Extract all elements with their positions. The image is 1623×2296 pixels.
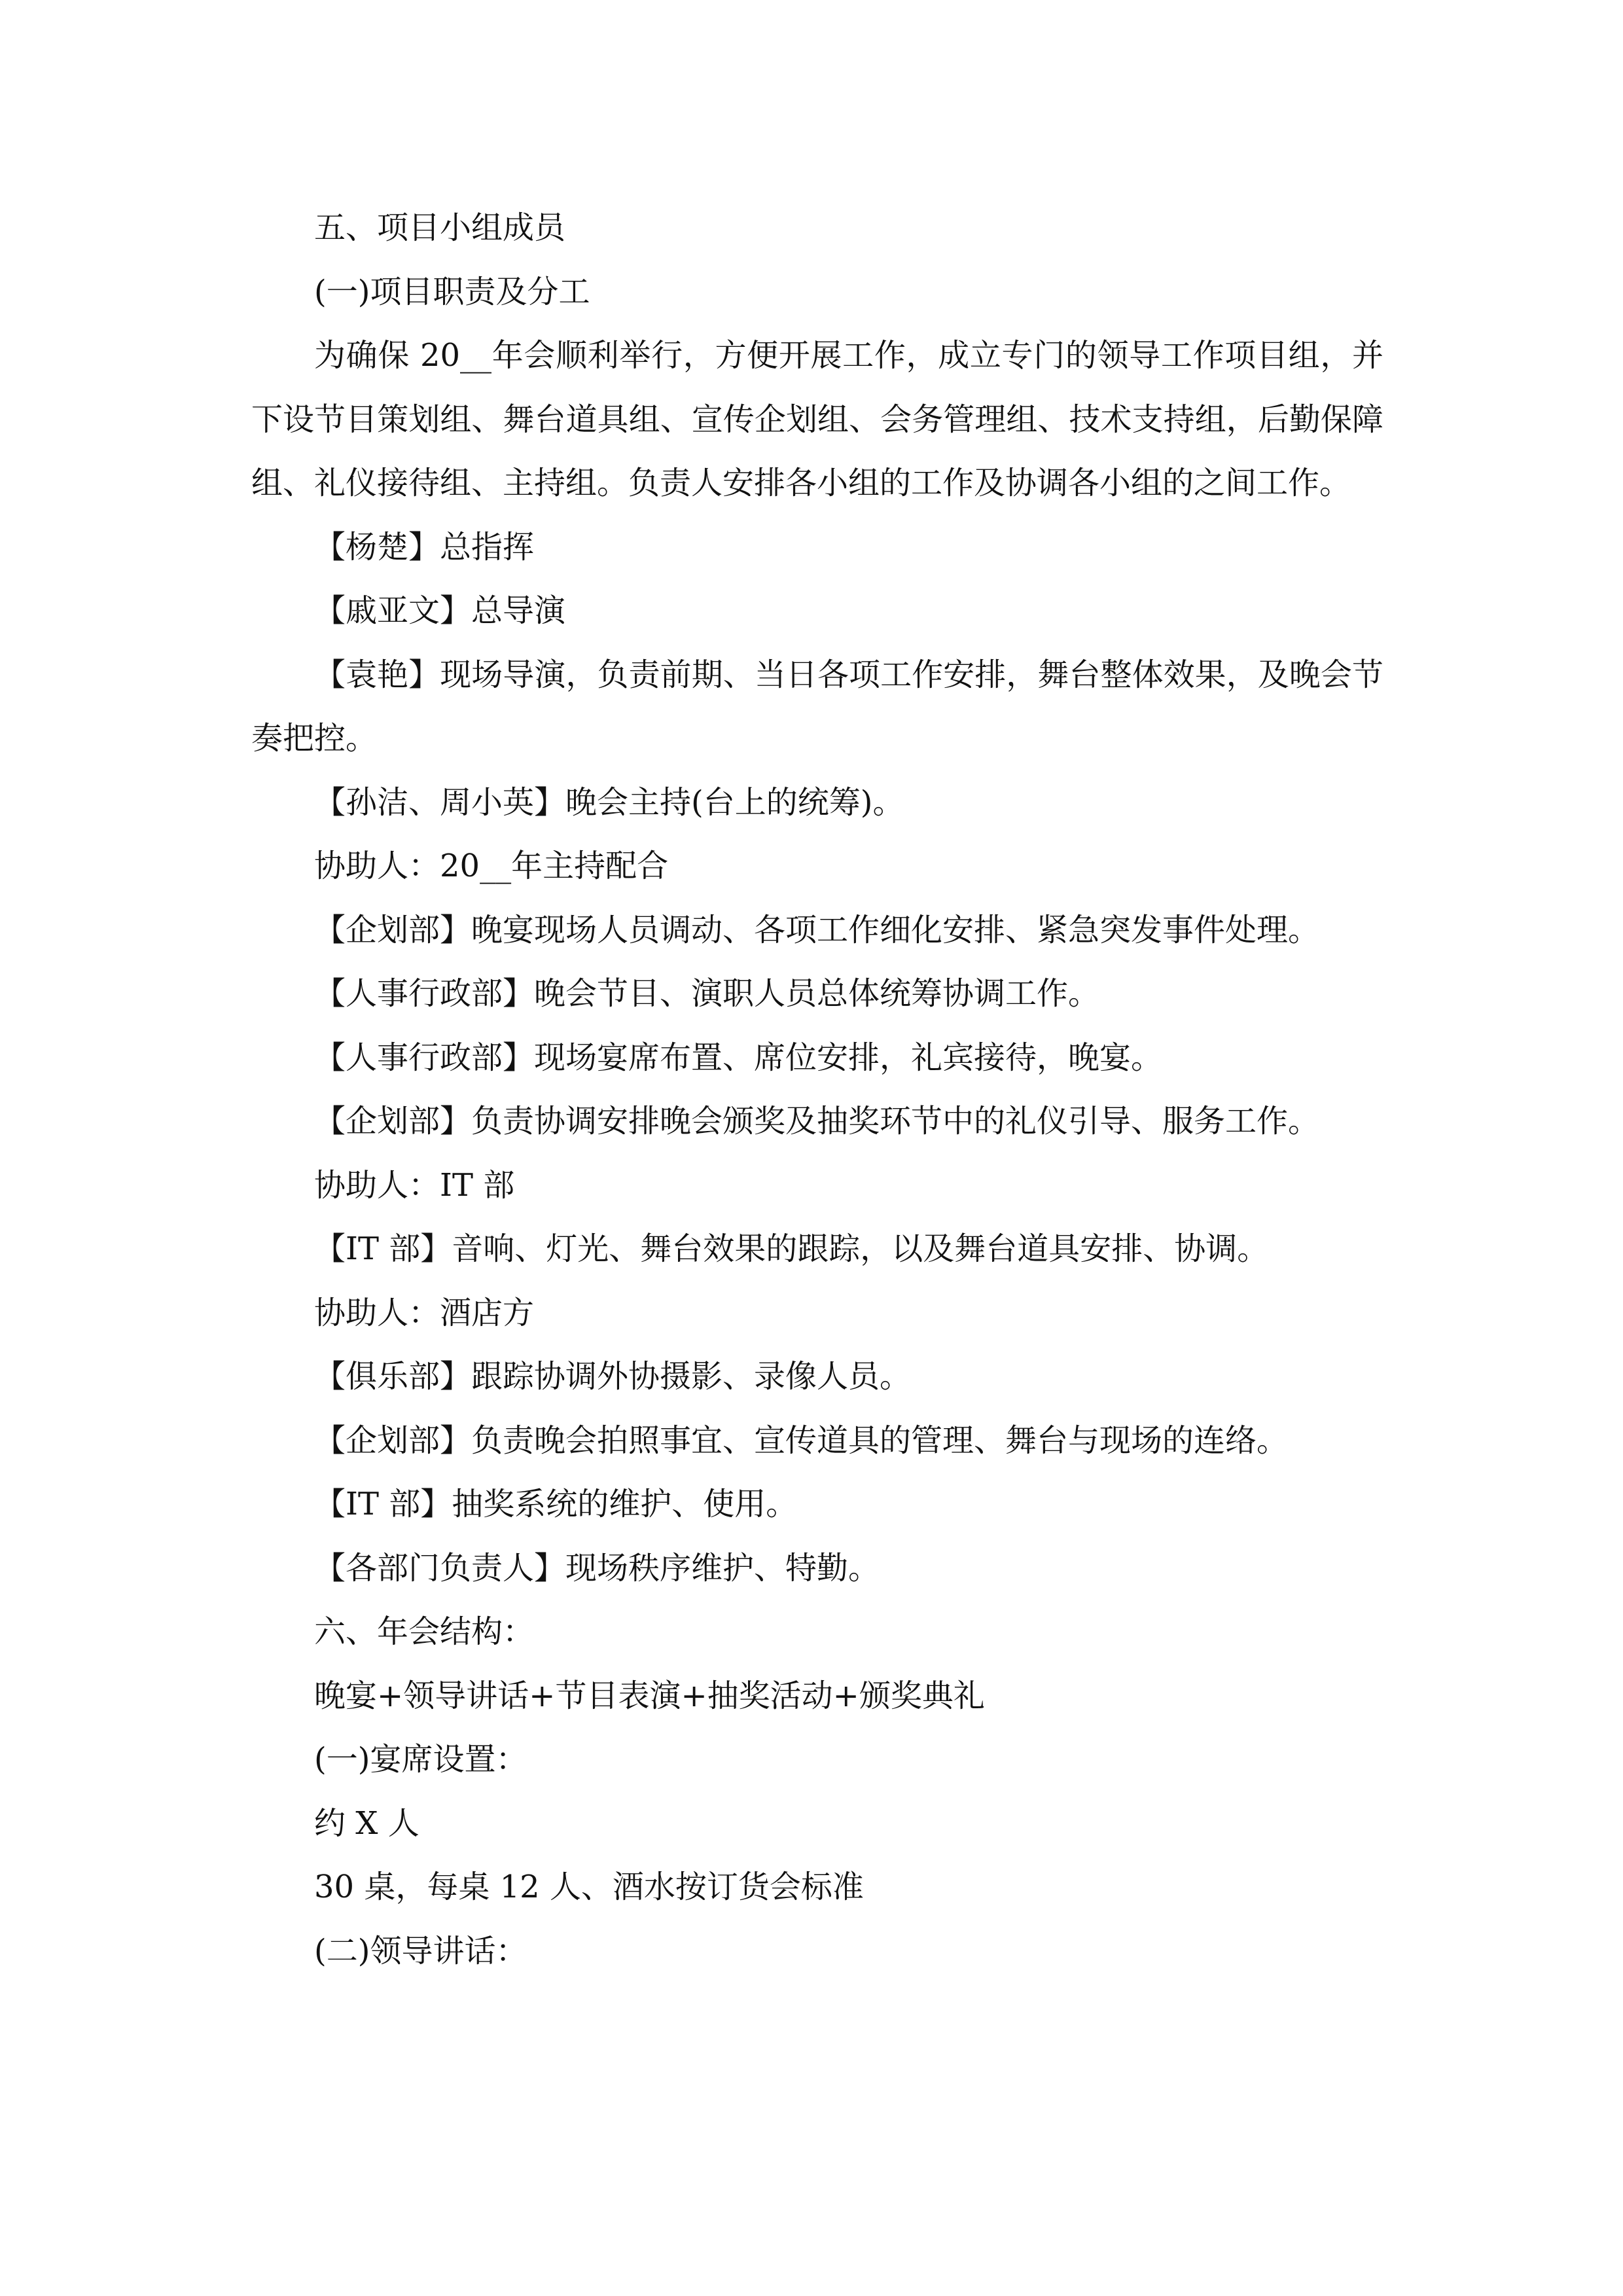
- structure-line: 晚宴+领导讲话+节目表演+抽奖活动+颁奖典礼: [314, 1677, 985, 1714]
- document-body: [251, 196, 1383, 1983]
- section-heading-six: 六、年会结构：: [314, 1613, 535, 1650]
- assistant-line: 协助人：酒店方: [314, 1294, 535, 1331]
- role-line: 【企划部】负责协调安排晚会颁奖及抽奖环节中的礼仪引导、服务工作。: [314, 1103, 1320, 1139]
- role-line: 【各部门负责人】现场秩序维护、特勤。: [314, 1549, 880, 1587]
- role-line: 【戚亚文】总导演: [314, 592, 566, 629]
- role-line: 【企划部】晚宴现场人员调动、各项工作细化安排、紧急突发事件处理。: [314, 911, 1320, 948]
- subsection-heading-duties: (一)项目职责及分工: [314, 273, 590, 310]
- role-line: 【IT 部】音响、灯光、舞台效果的跟踪，以及舞台道具安排、协调。: [314, 1230, 1269, 1267]
- subsection-heading-speech: (二)领导讲话：: [314, 1932, 527, 1969]
- role-line: 【俱乐部】跟踪协调外协摄影、录像人员。: [314, 1358, 912, 1395]
- role-line: 【孙洁、周小英】晚会主持(台上的统筹)。: [314, 783, 904, 821]
- role-line: 【杨楚】总指挥: [314, 528, 535, 565]
- tables-line: 30 桌，每桌 12 人、酒水按订货会标准: [314, 1869, 864, 1905]
- attendance-line: 约 X 人: [314, 1804, 419, 1842]
- intro-paragraph: 为确保 20__年会顺利举行，方便开展工作，成立专门的领导工作项目组，并下设节目策划组、舞台道具组、宣传企划组、会务管理组、技术支持组，后勤保障组、礼仪接待组、主持组。负责人安排各小组的工作及协调各小组的之间工作。: [251, 337, 1383, 501]
- subsection-heading-banquet: (一)宴席设置：: [314, 1741, 527, 1778]
- director-paragraph: 【袁艳】现场导演，负责前期、当日各项工作安排，舞台整体效果，及晚会节奏把控。: [251, 656, 1383, 757]
- role-line: 【IT 部】抽奖系统的维护、使用。: [314, 1486, 798, 1522]
- section-heading-five: 五、项目小组成员: [314, 209, 566, 246]
- assistant-line: 协助人：IT 部: [314, 1166, 515, 1204]
- role-line: 【人事行政部】晚会节目、演职人员总体统筹协调工作。: [314, 975, 1100, 1012]
- role-line: 【人事行政部】现场宴席布置、席位安排，礼宾接待，晚宴。: [314, 1039, 1163, 1076]
- assistant-line: 协助人：20__年主持配合: [314, 848, 669, 884]
- role-line: 【企划部】负责晚会拍照事宜、宣传道具的管理、舞台与现场的连络。: [314, 1422, 1289, 1459]
